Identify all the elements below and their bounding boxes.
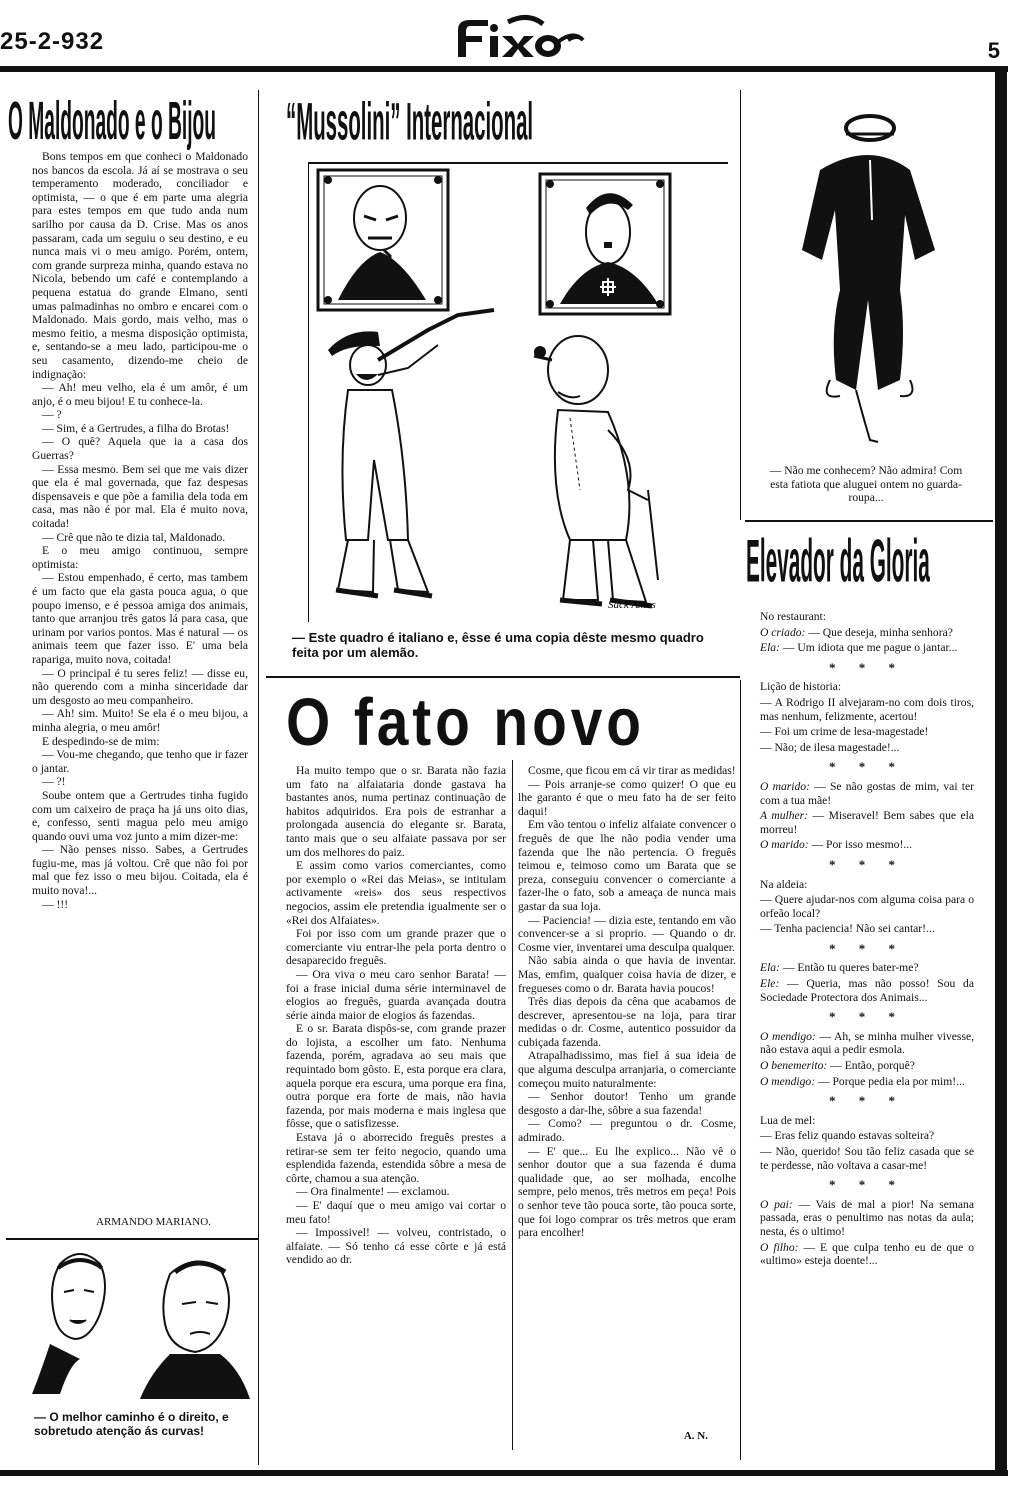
article-paragraph: — O principal é tu seres feliz! — disse eu, não querendo com a minha sinceridade dar um desgosto ao meu companheiro. xyxy=(32,666,248,707)
faces-cartoon-caption: — O melhor caminho é o direito, e sobretudo atenção ás curvas! xyxy=(34,1410,229,1438)
speaker-role: A mulher: xyxy=(760,809,809,823)
star-separator: * * * xyxy=(829,759,905,775)
mussolini-title: “Mussolini” Internacional xyxy=(286,92,534,152)
maldonado-title: O Maldonado e o Bijou xyxy=(8,92,216,152)
speaker-role: O criado: xyxy=(760,625,806,639)
maldonado-article xyxy=(32,150,248,911)
joke-text: — A Rodrigo II alvejaram-no com dois tiros, mas nenhum, felizmente, acertou! xyxy=(760,695,974,723)
speaker-role: O mendigo: xyxy=(760,1074,816,1088)
fato-article-right xyxy=(518,764,736,1240)
joke-text: — Quere ajudar-nos com alguma coisa para o orfeão local? xyxy=(760,893,974,920)
joke-text: — Eras feliz quando estavas solteira? xyxy=(760,1129,935,1143)
joke-line xyxy=(760,741,974,755)
joke-line xyxy=(760,1241,974,1268)
issue-date: 25-2-932 xyxy=(0,28,105,55)
joke-text: — Não; de ilesa magestade!... xyxy=(760,740,900,754)
article-paragraph: — Impossivel! — volveu, contristado, o alfaiate. — Só tenho cá esse côrte e já está vendido ao dr. xyxy=(286,1226,506,1267)
joke-text: — Tenha paciencia! Não sei cantar!... xyxy=(760,922,935,936)
article-paragraph: Cosme, que ficou em cá vir tirar as medidas! xyxy=(528,764,736,777)
joke-text: — Vais de mal a pior! Na semana passada, eras o penultimo nas notas da aula; nesta, és o ultimo! xyxy=(760,1197,974,1238)
article-paragraph: — E' daquí que o meu amigo vai cortar o meu fato! xyxy=(286,1199,506,1226)
article-paragraph: — Sim, é a Gertrudes, a filha do Brotas! xyxy=(42,421,230,435)
joke-text: — Foi um crime de lesa-magestade! xyxy=(760,725,929,739)
speaker-role: O mendigo: xyxy=(760,1029,816,1043)
costume-cartoon-caption: — Não me conhecem? Não admira! Com esta fatiota que aluguei ontem no guarda-roupa... xyxy=(769,464,963,505)
joke-line xyxy=(760,1114,974,1128)
article-paragraph: E o sr. Barata dispôs-se, com grande prazer do lojista, a escolher um fato. Nenhuma fazenda, porém, agradava ao seu mais que requintado bom gôsto. E, esta porque era clara, aquela porque era escura, uma porque era fina, outra porque era forte de mais, não havia fazenda, por mais moderna e mais inglesa que fôsse, que o satisfizesse. xyxy=(286,1022,506,1131)
fato-article-left xyxy=(286,764,506,1267)
joke-text: — Então, porquê? xyxy=(830,1059,915,1073)
joke-line xyxy=(760,1198,974,1239)
article-paragraph: — ?! xyxy=(42,775,66,789)
article-paragraph: Estava já o aborrecido freguês prestes a retirar-se sem ter feito negocio, quando uma esplendida fazenda, estendida sôbre a mesa de côrte, chamou a sua atenção. xyxy=(286,1131,506,1185)
column-rule xyxy=(740,90,741,520)
joke-line xyxy=(760,1030,974,1057)
right-border xyxy=(995,66,1007,1476)
speaker-role: O filho: xyxy=(760,1240,799,1254)
article-paragraph: — Ora finalmente! — exclamou. xyxy=(296,1185,450,1199)
joke-line xyxy=(760,838,974,852)
top-border xyxy=(0,66,1008,72)
column-rule xyxy=(740,680,741,1460)
article-paragraph: — E' que... Eu lhe explico... Não vê o senhor doutor que a sua fazenda é duma qualidade que, ao ser molhada, encolhe sempre, pelo menos, três metros em peça! Pois o senhor teve tão pouca sorte, tão pouca sorte, que foi logo comprar os três metros que eram para encolher! xyxy=(518,1144,736,1240)
joke-line xyxy=(760,922,974,936)
speaker-role: Ele: xyxy=(760,977,780,991)
joke-line xyxy=(760,809,974,836)
joke-text: Na aldeia: xyxy=(760,877,808,891)
joke-line xyxy=(760,893,974,920)
speaker-role: Ela: xyxy=(760,961,780,975)
article-paragraph: Em vão tentou o infeliz alfaiate convencer o freguês de que lhe não podia vender uma fazenda que lhe não pertencia. O freguês teimou e, teimoso como um Barata que se preza, conseguiu convencer o comerciante a fazer-lhe o fato, sob a ameaça de nunca mais gastar da sua loja. xyxy=(518,818,736,913)
faces-cartoon xyxy=(20,1244,255,1404)
speaker-role: O marido: xyxy=(760,779,810,793)
speaker-role: O pai: xyxy=(760,1197,793,1211)
section-rule xyxy=(266,676,740,678)
joke-text: Lua de mel: xyxy=(760,1113,816,1127)
joke-line xyxy=(760,696,974,723)
article-paragraph: — O quê? Aquela que ia a casa dos Guerras? xyxy=(32,435,248,463)
joke-text: — Então tu queres bater-me? xyxy=(782,961,919,975)
joke-line xyxy=(760,977,974,1004)
elevador-title: Elevador da Gloria xyxy=(746,529,930,595)
speaker-role: O marido: xyxy=(760,838,809,852)
joke-text: — Ah, se minha mulher vivesse, não estava aqui a pedir esmola. xyxy=(760,1029,974,1057)
joke-text: — Queria, mas não posso! Sou da Sociedade Protectora dos Animais... xyxy=(760,977,974,1004)
article-paragraph: E assim como varios comerciantes, como por exemplo o «Rei das Meias», se intitulam activamente «reis» dos seus respectivos negocios, assim ele pretendia igualmente ser o «Rei dos Alfaiates». xyxy=(286,859,506,927)
article-paragraph: — Ah! meu velho, ela é um amôr, é um anjo, é o meu bijou! E tu conhece-la. xyxy=(32,381,248,408)
fato-title: O fato novo xyxy=(286,685,645,761)
speaker-role: Ela: xyxy=(760,641,780,655)
star-separator: * * * xyxy=(829,1009,905,1025)
joke-text: — Por isso mesmo!... xyxy=(811,838,913,852)
joke-text: — Miseravel! Bem sabes que ela morreu! xyxy=(760,809,974,836)
mussolini-cartoon xyxy=(308,160,728,622)
page-number: 5 xyxy=(987,38,1000,63)
speaker-role: O benemerito: xyxy=(760,1059,828,1073)
star-separator: * * * xyxy=(829,1177,905,1193)
joke-line xyxy=(760,626,974,640)
star-separator: * * * xyxy=(829,659,905,675)
article-paragraph: E despedindo-se de mim: xyxy=(42,734,160,748)
joke-line xyxy=(760,1145,974,1172)
joke-line xyxy=(760,610,974,624)
artist-signature: Sack Amos xyxy=(608,599,656,611)
section-rule xyxy=(745,520,993,522)
joke-text: No restaurant: xyxy=(760,610,826,623)
article-paragraph: Ha muito tempo que o sr. Barata não fazia um fato na alfaiataria donde gastava ha bastantes anos, numa pertinaz continuação de habitos adquiridos. Era pois de estranhar a prolongada ausencia do elegante sr. Barata, tanto mais que o seu alfaiate passava por ser um dos melhores do paiz. xyxy=(286,764,506,859)
article-paragraph: — Senhor doutor! Tenho um grande desgosto a dar-lhe, sôbre a sua fazenda! xyxy=(518,1090,736,1117)
article-paragraph: — Vou-me chegando, que tenho que ir fazer o jantar. xyxy=(32,748,248,775)
joke-line xyxy=(760,680,974,694)
article-paragraph: — Como? — preguntou o dr. Cosme, admirado. xyxy=(518,1117,736,1145)
article-paragraph: — Pois arranje-se como quizer! O que eu lhe garanto é que o meu fato ha de ser feito daqui! xyxy=(518,777,736,818)
mussolini-caption: — Este quadro é italiano e, êsse é uma copia dêste mesmo quadro feita por um alemão. xyxy=(292,630,704,660)
masthead-logo xyxy=(448,12,588,62)
star-separator: * * * xyxy=(829,1093,905,1109)
article-paragraph: — Ora viva o meu caro senhor Barata! — foi a frase inicial duma série interminavel de elogios ao freguês, guarda avançada doutra série ainda maior de elogios ás fazendas. xyxy=(286,967,506,1022)
bottom-border xyxy=(0,1470,1008,1476)
joke-line xyxy=(760,780,974,807)
article-paragraph: Bons tempos em que conheci o Maldonado nos bancos da escola. Já aí se mostrava o seu temperamento moderado, conciliador e optimista, — o que é em parte uma alegria para estes tempos em que tudo anda num sarilho por causa da D. Crise. Mas os anos passaram, cada um seguiu o seu destino, e eu nunca mais vi o meu amigo. Porém, ontem, com grande surpreza minha, quando estava no Nicola, bebendo um café e contemplando a pequena estatua do grande Elmano, senti umas palmadinhas no ombro e encarei com o Maldonado. Mais gordo, mais velho, mas o mesmo feitio, a mesma disposição optimista, e, sentando-se a meu lado, participou-me o seu casamento, dizendo-me cheio de indignação: xyxy=(32,150,248,381)
costume-cartoon xyxy=(760,100,990,456)
article-paragraph: — !!! xyxy=(42,897,69,911)
article-paragraph: — Essa mesmo. Bem sei que me vais dizer que ela é mal governada, que faz despesas dispensaveis e que põe a familia dela toda em casa, mas não é por mal. Ela é muito nova, coitada! xyxy=(32,462,248,531)
article-paragraph: — Ah! sim. Muito! Se ela é o meu bijou, a minha alegria, o meu amôr! xyxy=(32,707,248,734)
article-paragraph: — Não penses nisso. Sabes, a Gertrudes fugiu-me, mas já voltou. Crê que não foi por mal que fez isso o meu bijou. Coitada, ela é muito nova!... xyxy=(32,843,248,898)
joke-line xyxy=(760,725,974,739)
joke-text: — Se não gostas de mim, vai ter com a tua mãe! xyxy=(760,779,974,807)
column-rule xyxy=(258,90,259,1465)
joke-text: — Que deseja, minha senhora? xyxy=(808,625,953,639)
joke-text: Lição de historia: xyxy=(760,680,842,694)
article-paragraph: — Estou empenhado, é certo, mas tambem é um facto que ela gasta pouca agua, o que poupo imenso, e é pessoa amiga dos animais, tanto que arranjou três gatos lá para casa, que urinam por varios pontos. Mas é natural — os animais teem que fazer isso. E' uma bela rapariga, muito nova, coitada! xyxy=(32,571,248,666)
joke-line xyxy=(760,641,974,655)
joke-line xyxy=(760,961,974,975)
article-paragraph: — Crê que não te dizia tal, Maldonado. xyxy=(42,530,226,544)
article-paragraph: E o meu amigo continuou, sempre optimista: xyxy=(32,544,248,571)
star-separator: * * * xyxy=(829,940,905,956)
joke-line xyxy=(760,1075,974,1089)
joke-text: — E que culpa tenho eu de que o «ultimo» esteja doente!... xyxy=(760,1240,975,1268)
joke-text: — Não, querido! Sou tão feliz casada que se te perdesse, não voltava a casar-me! xyxy=(760,1145,974,1172)
section-rule xyxy=(6,1238,258,1240)
fato-signature: A. N. xyxy=(683,1430,708,1442)
joke-line xyxy=(760,1129,974,1143)
maldonado-signature: ARMANDO MARIANO. xyxy=(96,1216,211,1228)
article-paragraph: Soube ontem que a Gertrudes tinha fugido com um caixeiro de praça ha já uns oito dias, e, confesso, senti magua pelo meu amigo quando ouvi uma voz junto a mim dizer-me: xyxy=(32,788,248,843)
joke-line xyxy=(760,1059,974,1073)
article-paragraph: Foi por isso com um grande prazer que o comerciante viu entrar-lhe pela porta dentro o desaparecido freguês. xyxy=(286,927,506,968)
article-paragraph: — ? xyxy=(42,408,62,422)
joke-text: — Um idiota que me pague o jantar... xyxy=(782,641,958,655)
star-separator: * * * xyxy=(829,856,905,872)
article-paragraph: Atrapalhadissimo, mas fiel á sua ideia de que alguma desculpa arranjaria, o comerciante começou muito naturalmente: xyxy=(518,1049,736,1090)
joke-line xyxy=(760,878,974,892)
joke-text: — Porque pedia ela por mim!... xyxy=(817,1074,965,1088)
article-paragraph: Não sabia ainda o que havia de inventar. Mas, emfim, qualquer coisa havia de dizer, e fregueses como o dr. Barata havia poucos! xyxy=(518,954,736,995)
elevador-jokes xyxy=(760,610,974,1270)
column-rule xyxy=(512,760,513,1450)
article-paragraph: Três dias depois da cêna que acabamos de descrever, apresentou-se na loja, para tirar medidas o dr. Cosme, autentico possuidor da cubiçada fazenda. xyxy=(518,995,736,1049)
article-paragraph: — Paciencia! — dizia este, tentando em vão convencer-se a si proprio. — Quando o dr. Cosme vier, inventarei uma desculpa qualquer. xyxy=(518,913,736,954)
